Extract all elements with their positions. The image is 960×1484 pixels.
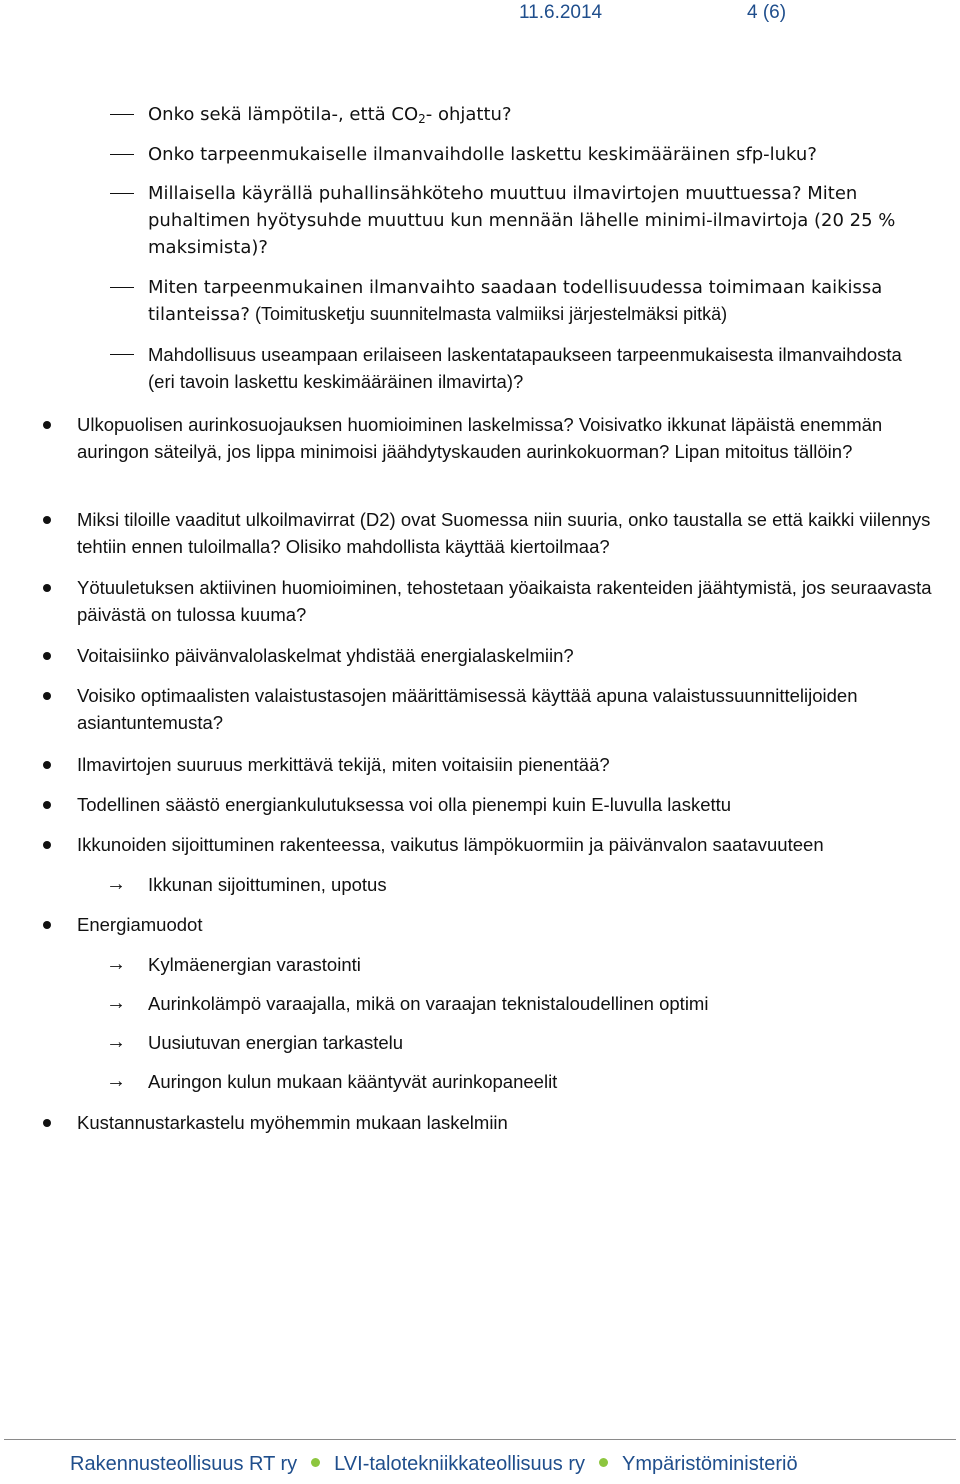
arrow-item: → Ikkunan sijoittuminen, upotus xyxy=(148,871,928,898)
bullet-icon xyxy=(43,652,51,660)
dash-item: Onko sekä lämpötila-, että $CO_2-$ ohjattu? xyxy=(148,101,928,128)
arrow-item: → Uusiutuvan energian tarkastelu xyxy=(148,1029,928,1056)
bullet-icon xyxy=(43,516,51,524)
page-footer xyxy=(70,1453,798,1476)
dash-item: Mahdollisuus useampaan erilaiseen laskentatapaukseen tarpeenmukaisesta ilmanvaihdosta (eri tavoin laskettu keskimääräinen ilmavirta)? xyxy=(148,341,928,395)
bullet-icon xyxy=(43,761,51,769)
arrow-right-icon: → xyxy=(106,992,126,1014)
dash-marker-icon xyxy=(110,193,134,194)
bullet-icon xyxy=(43,921,51,929)
dash-marker-icon xyxy=(110,154,134,155)
bullet-icon xyxy=(43,692,51,700)
bullet-item: Yötuuletuksen aktiivinen huomioiminen, tehostetaan yöaikaista rakenteiden jäähtymistä, jos seuraavasta päivästä on tulossa kuuma? xyxy=(77,574,937,628)
bullet-icon xyxy=(43,801,51,809)
dash-item: Miten tarpeenmukainen ilmanvaihto saadaan todellisuudessa toimimaan kaikissa tilanteissa? (Toimitusketju suunnitelmasta valmiiksi järjestelmäksi pitkä) xyxy=(148,274,928,328)
bullet-item: Energiamuodot xyxy=(77,911,937,938)
bullet-item: Voisiko optimaalisten valaistustasojen määrittämisessä käyttää apuna valaistussuunnittelijoiden asiantuntemusta? xyxy=(77,682,937,736)
bullet-item: Voitaisiinko päivänvalolaskelmat yhdistää energialaskelmiin? xyxy=(77,642,937,669)
dash-marker-icon xyxy=(110,114,134,115)
arrow-item: → Auringon kulun mukaan kääntyvät aurinkopaneelit xyxy=(148,1068,928,1095)
bullet-icon xyxy=(43,1119,51,1127)
bullet-item: Ulkopuolisen aurinkosuojauksen huomioiminen laskelmissa? Voisivatko ikkunat läpäistä enemmän auringon säteilyä, jos lippa minimoisi jäähdytyskauden aurinkokuorman? Lipan mitoitus tällöin? xyxy=(77,411,937,465)
page-header xyxy=(0,2,960,28)
arrow-right-icon: → xyxy=(106,873,126,895)
footer-dot-icon xyxy=(599,1458,608,1467)
arrow-right-icon: → xyxy=(106,1070,126,1092)
dash-marker-icon xyxy=(110,287,134,288)
arrow-right-icon: → xyxy=(106,953,126,975)
bullet-item: Todellinen säästö energiankulutuksessa voi olla pienempi kuin E-luvulla laskettu xyxy=(77,791,937,818)
header-date: 11.6.2014 xyxy=(519,2,603,23)
arrow-item: → Aurinkolämpö varaajalla, mikä on varaajan teknistaloudellinen optimi xyxy=(148,990,928,1017)
dash-marker-icon xyxy=(110,354,134,355)
bullet-item: Kustannustarkastelu myöhemmin mukaan laskelmiin xyxy=(77,1109,937,1136)
footer-org-rt: Rakennusteollisuus RT ry xyxy=(70,1453,298,1475)
footer-dot-icon xyxy=(311,1458,320,1467)
bullet-icon xyxy=(43,841,51,849)
header-page-number: 4 (6) xyxy=(747,2,787,23)
arrow-item: → Kylmäenergian varastointi xyxy=(148,951,928,978)
bullet-icon xyxy=(43,584,51,592)
bullet-icon xyxy=(43,421,51,429)
dash-item: Onko tarpeenmukaiselle ilmanvaihdolle laskettu keskimääräinen sfp-luku? xyxy=(148,141,928,168)
bullet-item: Miksi tiloille vaaditut ulkoilmavirrat (D2) ovat Suomessa niin suuria, onko taustalla se että kaikki viilennys tehtiin ennen tuloilmalla? Olisiko mahdollista käyttää kiertoilmaa? xyxy=(77,506,937,560)
bullet-item: Ikkunoiden sijoittuminen rakenteessa, vaikutus lämpökuormiin ja päivänvalon saatavuuteen xyxy=(77,831,937,858)
footer-org-ym: Ympäristöministeriö xyxy=(622,1453,798,1475)
footer-org-lvi: LVI-talotekniikkateollisuus ry xyxy=(334,1453,586,1475)
bullet-item: Ilmavirtojen suuruus merkittävä tekijä, miten voitaisiin pienentää? xyxy=(77,751,937,778)
footer-divider xyxy=(4,1439,956,1440)
dash-item: Millaisella käyrällä puhallinsähköteho muuttuu ilmavirtojen muuttuessa? Miten puhaltimen hyötysuhde muuttuu kun mennään lähelle minimi-ilmavirtoja (20 25 % maksimista)? xyxy=(148,180,928,261)
arrow-right-icon: → xyxy=(106,1031,126,1053)
